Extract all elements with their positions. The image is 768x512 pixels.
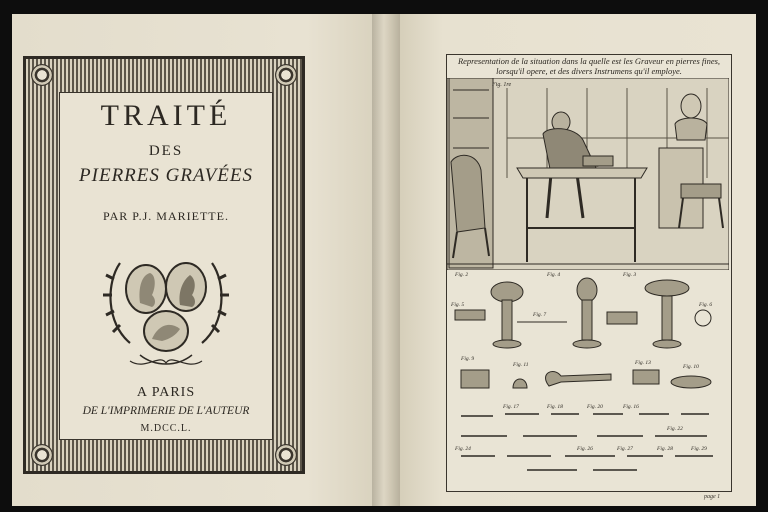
scene-figure-label: Fig. 1re	[492, 82, 512, 88]
imprint-publisher: DE L'IMPRIMERIE DE L'AUTEUR	[82, 405, 250, 417]
title-page-panel	[59, 92, 273, 440]
figure-label: Fig. 28	[657, 446, 673, 452]
frame-corner-ornament	[31, 64, 53, 86]
figure-label: Fig. 27	[617, 446, 633, 452]
author-line: PAR P.J. MARIETTE.	[103, 209, 229, 223]
figure-label: Fig. 17	[503, 404, 519, 410]
figure-label: Fig. 29	[691, 446, 707, 452]
figure-label: Fig. 16	[623, 404, 639, 410]
tool-box	[461, 370, 489, 388]
book-title: TRAITÉ	[100, 99, 232, 132]
book-title-subject: PIERRES GRAVÉES	[79, 165, 253, 186]
medallion-vignette	[100, 243, 232, 377]
figure-label: Fig. 5	[451, 302, 465, 308]
figure-label: Fig. 13	[635, 360, 651, 366]
figure-label: Fig. 3	[623, 272, 637, 278]
figure-label: Fig. 9	[461, 356, 475, 362]
figure-label: Fig. 18	[547, 404, 563, 410]
gem-disc	[695, 310, 711, 326]
plate-number: page 1	[704, 494, 721, 500]
tool-part	[455, 310, 485, 320]
frame-corner-ornament	[275, 64, 297, 86]
dish-tool	[671, 376, 711, 388]
frame-corner-ornament	[31, 444, 53, 466]
tool-part	[607, 312, 637, 324]
figure-label: Fig. 7	[533, 312, 547, 318]
tool-box	[633, 370, 659, 384]
figure-label: Fig. 4	[547, 272, 561, 278]
book-title-des: DES	[148, 143, 184, 159]
figure-label: Fig. 22	[667, 426, 683, 432]
frame-corner-ornament	[275, 444, 297, 466]
figure-label: Fig. 11	[513, 362, 529, 368]
imprint-year: M.DCC.L.	[140, 423, 192, 434]
imprint-city: A PARIS	[136, 385, 196, 400]
figure-label: Fig. 20	[587, 404, 603, 410]
title-page-frame	[23, 56, 305, 474]
figure-label: Fig. 6	[699, 302, 713, 308]
figure-label: Fig. 10	[683, 364, 699, 370]
medallion-portraits	[126, 263, 206, 351]
engraver-workshop-scene	[447, 78, 729, 270]
figure-label: Fig. 2	[455, 272, 469, 278]
plate-caption: Representation de la situation dans la quelle est les Graveur en pierres fines, lorsqu'il opere, et des divers Instrumens qu'il employe.	[457, 56, 721, 76]
figure-label: Fig. 24	[455, 446, 471, 452]
figure-label: Fig. 26	[577, 446, 593, 452]
tools-figures-panel	[447, 270, 729, 488]
